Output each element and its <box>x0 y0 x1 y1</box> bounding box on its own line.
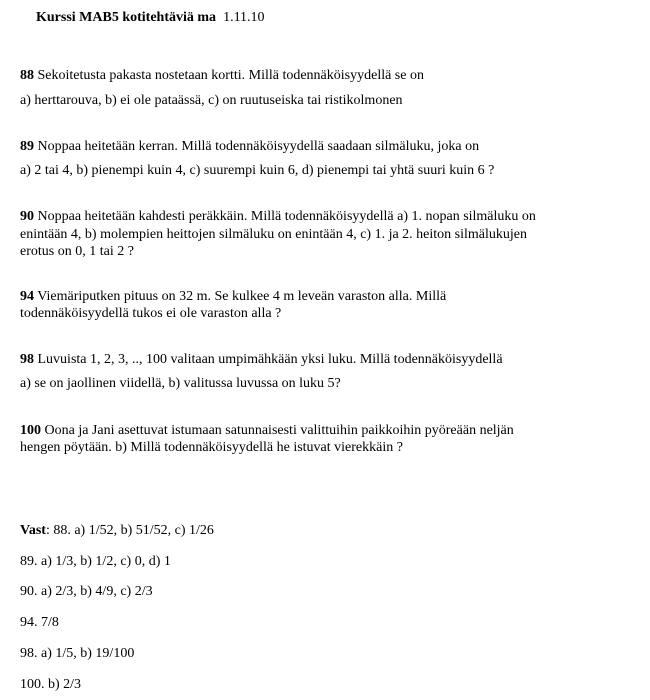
problem-number: 94 <box>20 289 34 304</box>
problem-text: a) herttarouva, b) ei ole pataässä, c) on ruutuseiska tai ristikolmonen <box>20 93 403 108</box>
problem-number: 100 <box>20 423 41 438</box>
problem-88-line-1 <box>20 68 424 84</box>
answer-text: 98. a) 1/5, b) 19/100 <box>20 646 135 661</box>
answers-line-2 <box>20 554 171 570</box>
problem-text: Noppaa heitetään kahdesti peräkkäin. Millä todennäköisyydellä a) 1. nopan silmäluku on <box>37 209 536 224</box>
problem-100-line-2 <box>20 440 403 456</box>
problem-text: erotus on 0, 1 tai 2 ? <box>20 244 134 259</box>
answers-line-5 <box>20 646 134 662</box>
problem-94-line-2 <box>20 306 281 322</box>
problem-number: 98 <box>20 352 34 367</box>
answer-text: 89. a) 1/3, b) 1/2, c) 0, d) 1 <box>20 554 171 569</box>
problem-number: 89 <box>20 139 34 154</box>
answer-text: 94. 7/8 <box>20 615 59 630</box>
problem-90-line-1 <box>20 209 536 225</box>
problem-88-line-2 <box>20 93 403 109</box>
answers-line-6 <box>20 677 81 693</box>
problem-89-line-1 <box>20 139 479 155</box>
problem-number: 90 <box>20 209 34 224</box>
problem-98-line-1 <box>20 352 503 368</box>
problem-number: 88 <box>20 68 34 83</box>
problem-text: Noppaa heitetään kerran. Millä todennäköisyydellä saadaan silmäluku, joka on <box>37 139 480 154</box>
problem-90-line-2 <box>20 227 527 243</box>
course-title: Kurssi MAB5 kotitehtäviä ma <box>36 10 217 25</box>
problem-89-line-2 <box>20 163 494 179</box>
problem-text: todennäköisyydellä tukos ei ole varaston alla ? <box>20 306 282 321</box>
problem-text: a) 2 tai 4, b) pienempi kuin 4, c) suurempi kuin 6, d) pienempi tai yhtä suuri kuin 6 ? <box>20 163 495 178</box>
answers-line-4 <box>20 615 59 631</box>
problem-100-line-1 <box>20 423 514 439</box>
problem-text: hengen pöytään. b) Millä todennäköisyydellä he istuvat vierekkäin ? <box>20 440 403 455</box>
problem-94-line-1 <box>20 289 446 305</box>
problem-90-line-3 <box>20 244 134 260</box>
page-title <box>36 10 265 26</box>
problem-text: Luvuista 1, 2, 3, .., 100 valitaan umpimähkään yksi luku. Millä todennäköisyydellä <box>37 352 503 367</box>
answers-line-3 <box>20 584 153 600</box>
problem-text: Oona ja Jani asettuvat istumaan satunnaisesti valittuihin paikkoihin pyöreään neljän <box>44 423 514 438</box>
answer-text: : 88. a) 1/52, b) 51/52, c) 1/26 <box>45 523 214 538</box>
problem-text: Viemäriputken pituus on 32 m. Se kulkee 4 m leveän varaston alla. Millä <box>37 289 447 304</box>
answer-text: 100. b) 2/3 <box>20 677 82 692</box>
problem-text: Sekoitetusta pakasta nostetaan kortti. Millä todennäköisyydellä se on <box>37 68 424 83</box>
answers-line-1 <box>20 523 214 539</box>
problem-text: a) se on jaollinen viidellä, b) valitussa luvussa on luku 5? <box>20 376 341 391</box>
answers-label: Vast <box>20 523 46 538</box>
problem-text: enintään 4, b) molempien heittojen silmäluku on enintään 4, c) 1. ja 2. heiton silmälukujen <box>20 227 527 242</box>
date-label: 1.11.10 <box>223 10 265 25</box>
answer-text: 90. a) 2/3, b) 4/9, c) 2/3 <box>20 584 153 599</box>
problem-98-line-2 <box>20 376 341 392</box>
